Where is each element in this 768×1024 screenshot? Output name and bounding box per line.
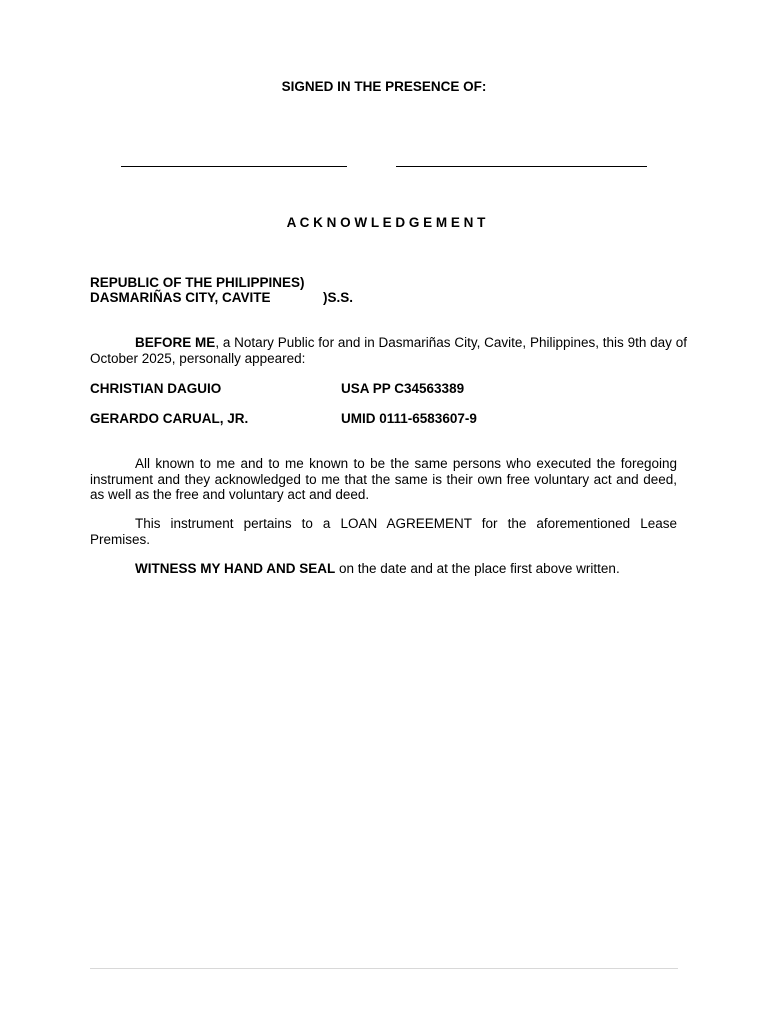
instrument-paragraph	[90, 516, 677, 547]
footer-divider	[90, 968, 678, 969]
witness-seal-lead: WITNESS MY HAND AND SEAL	[135, 561, 336, 576]
party-id: USA PP C34563389	[341, 381, 465, 396]
venue-republic: REPUBLIC OF THE PHILIPPINES)	[90, 275, 305, 290]
before-me-paragraph	[90, 335, 687, 366]
before-me-lead: BEFORE ME	[135, 335, 216, 350]
before-me-text: , a Notary Public for and in Dasmariñas City, Cavite, Philippines, this 9th day of October 2025, personally appeared:	[90, 335, 687, 366]
party-id: UMID 0111-6583607-9	[341, 411, 477, 426]
party-name: CHRISTIAN DAGUIO	[90, 381, 222, 396]
party-name: GERARDO CARUAL, JR.	[90, 411, 249, 426]
document-title: A C K N O W L E D G E M E N T	[286, 215, 486, 230]
signature-line-left	[121, 166, 347, 167]
venue-ss: )S.S.	[323, 290, 354, 305]
witness-seal-text: on the date and at the place first above written.	[335, 561, 620, 576]
venue-city: DASMARIÑAS CITY, CAVITE	[90, 290, 271, 305]
known-paragraph	[90, 456, 677, 503]
witness-seal-paragraph	[90, 561, 677, 577]
signature-line-right	[396, 166, 647, 167]
instrument-text: This instrument pertains to a LOAN AGREEMENT for the aforementioned Lease Premises.	[90, 516, 677, 547]
known-text: All known to me and to me known to be the same persons who executed the foregoing instrument and they acknowledged to me that the same is their own free voluntary act and deed, as well as the free and voluntary act and deed.	[90, 456, 677, 502]
witness-heading: SIGNED IN THE PRESENCE OF:	[281, 79, 487, 94]
